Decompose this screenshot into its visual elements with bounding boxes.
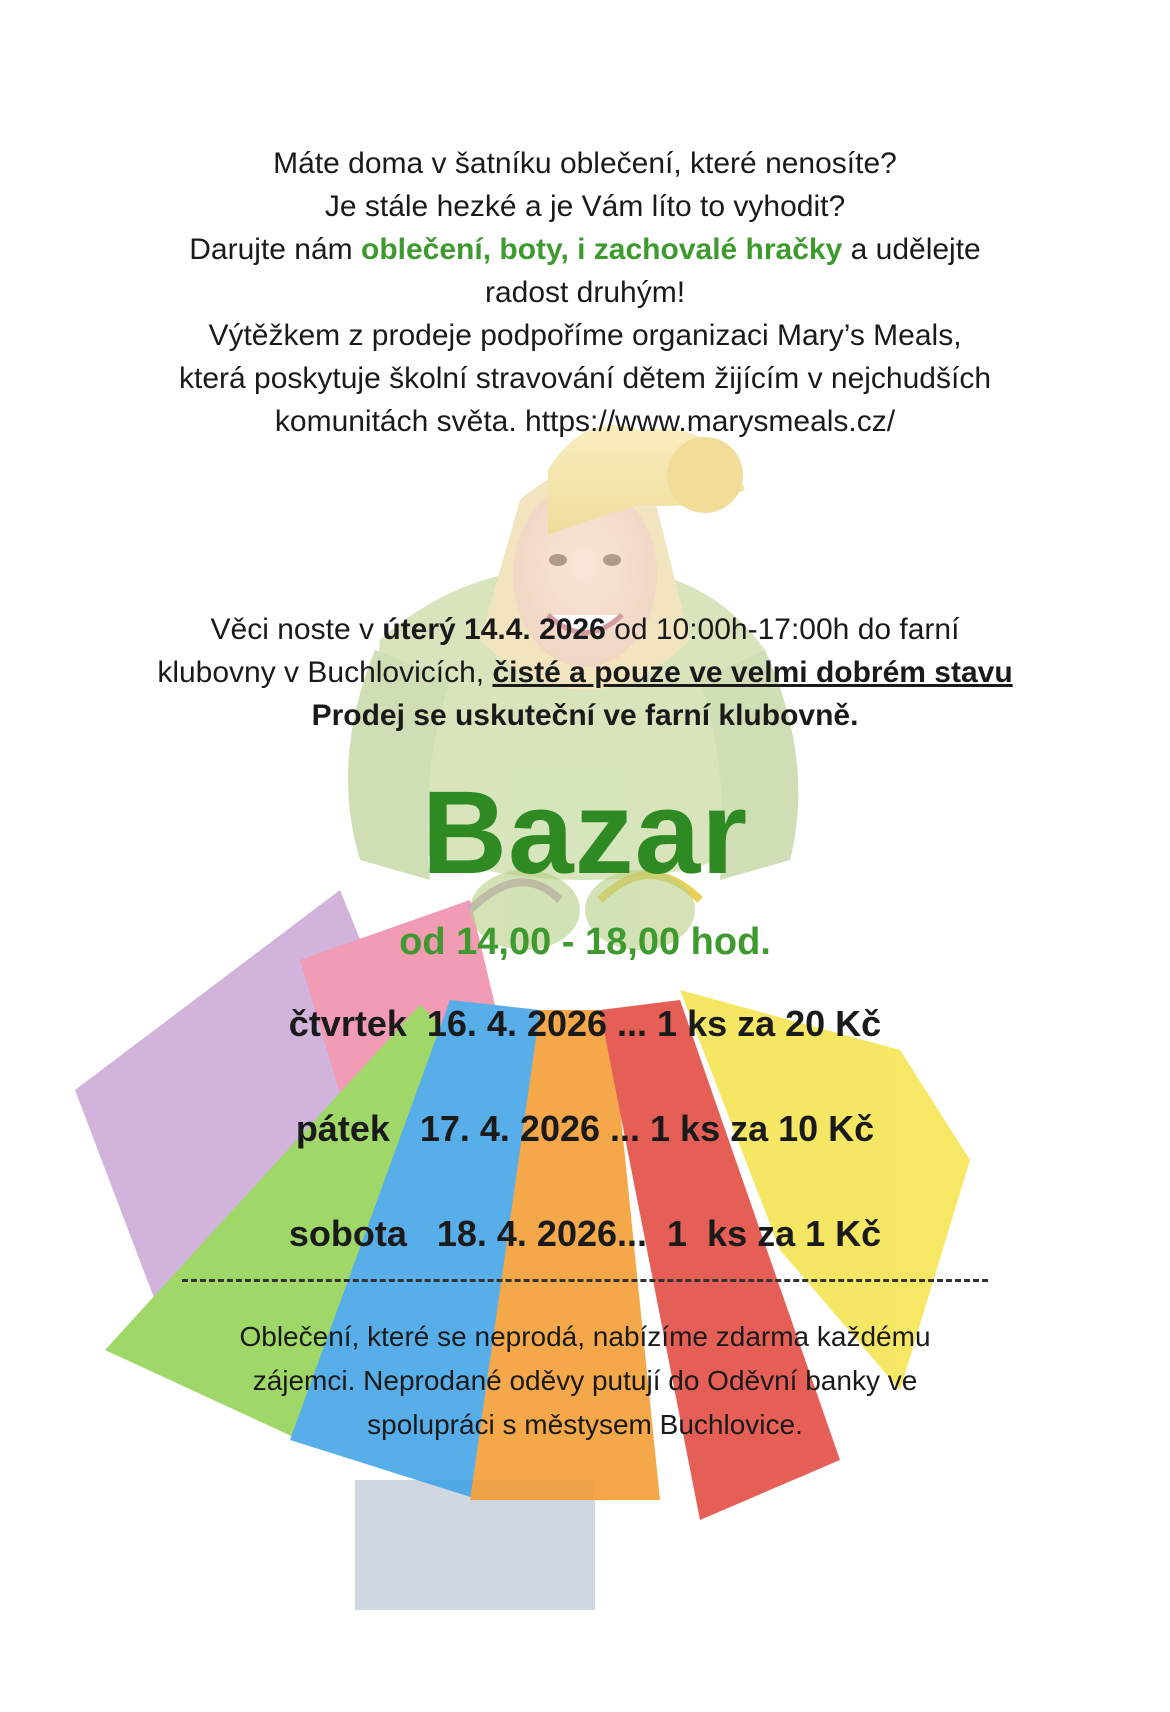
intro-line-6: která poskytuje školní stravování dětem žijícím v nejchudších	[178, 362, 992, 395]
page-title: Bazar	[421, 767, 749, 899]
dropoff-date: úterý 14.4. 2026	[382, 613, 606, 646]
footer-line-3: spolupráci s městysem Buchlovice.	[367, 1409, 803, 1440]
footer-line-1: Oblečení, které se neprodá, nabízíme zdarma každému	[239, 1321, 931, 1352]
intro-text	[0, 142, 1170, 443]
sale-location: Prodej se uskuteční ve farní klubovně.	[311, 699, 859, 732]
intro-line-2: Je stále hezké a je Vám líto to vyhodit?	[324, 190, 846, 223]
opening-hours: od 14,00 - 18,00 hod.	[399, 921, 771, 963]
dropoff-line-2-pre: klubovny v Buchlovicích,	[157, 656, 493, 689]
dropoff-post: od 10:00h-17:00h do farní	[605, 613, 960, 646]
dropoff-info	[0, 608, 1170, 737]
footer-note	[0, 1315, 1170, 1447]
intro-line-3-post: a udělejte	[842, 233, 981, 266]
donation-items: oblečení, boty, i zachovalé hračky	[361, 233, 843, 266]
dropoff-pre: Věci noste v	[210, 613, 383, 646]
footer-line-2: zájemci. Neprodané oděvy putují do Oděvní banky ve	[252, 1365, 918, 1396]
schedule-day-thursday: čtvrtek 16. 4. 2026 ... 1 ks za 20 Kč	[288, 1003, 882, 1044]
intro-line-1: Máte doma v šatníku oblečení, které nenosíte?	[273, 147, 897, 180]
intro-line-3-pre: Darujte nám	[189, 233, 361, 266]
condition-requirement: čisté a pouze ve velmi dobrém stavu	[492, 656, 1013, 689]
schedule-day-friday: pátek 17. 4. 2026 ... 1 ks za 10 Kč	[295, 1108, 875, 1149]
dropoff-line-2	[0, 651, 1170, 694]
dropoff-line-1	[0, 608, 1170, 651]
intro-line-7: komunitách světa. https://www.marysmeals.cz/	[274, 405, 896, 438]
intro-line-4: radost druhým!	[484, 276, 686, 309]
schedule-day-saturday: sobota 18. 4. 2026... 1 ks za 1 Kč	[288, 1213, 882, 1254]
intro-line-3	[0, 228, 1170, 271]
intro-line-5: Výtěžkem z prodeje podpoříme organizaci Mary’s Meals,	[208, 319, 962, 352]
dashed-divider	[182, 1279, 988, 1282]
